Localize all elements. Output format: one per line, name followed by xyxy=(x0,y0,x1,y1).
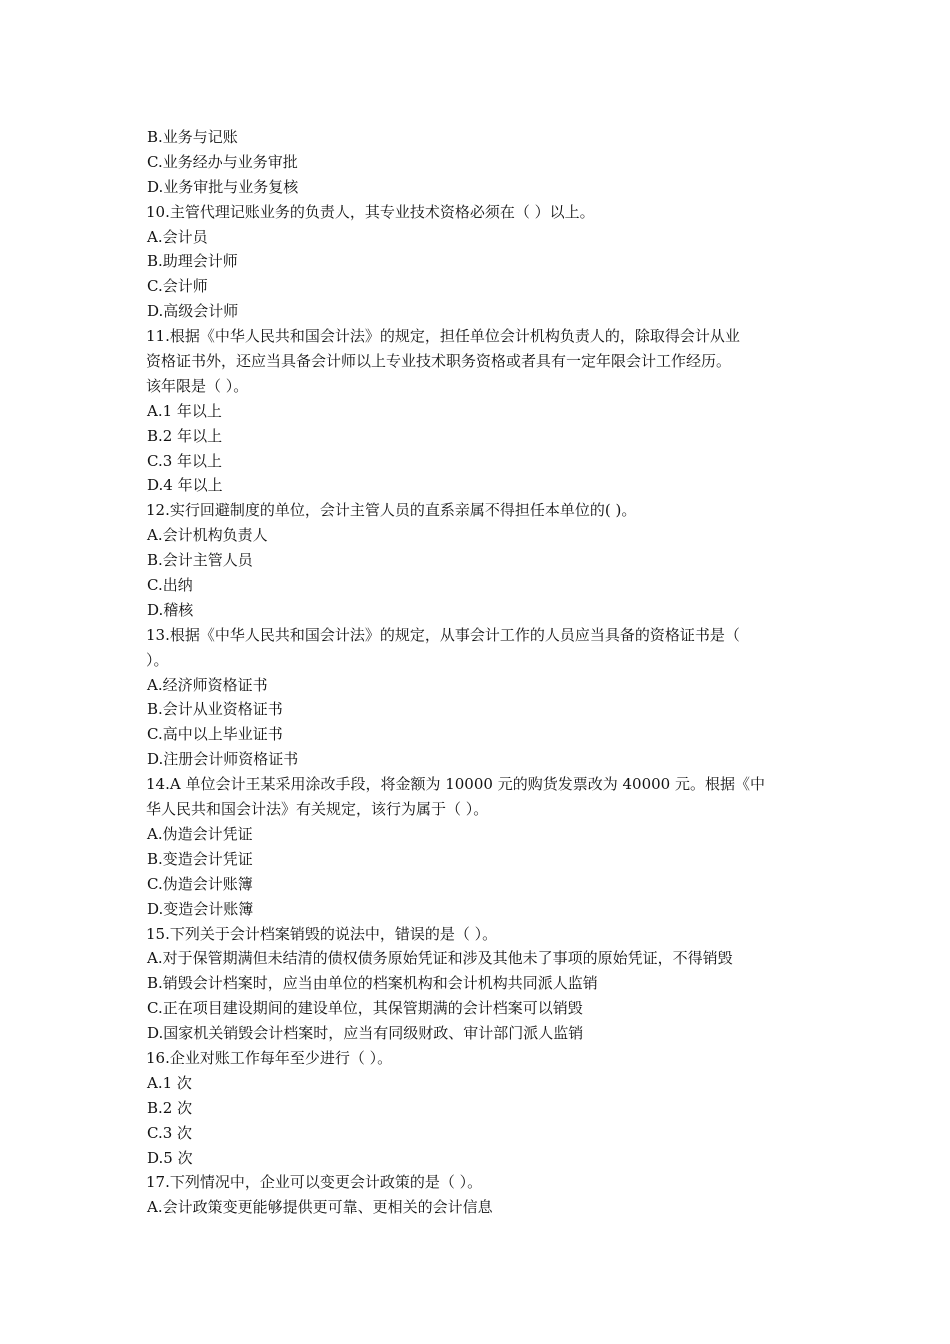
answer-option: C.正在项目建设期间的建设单位，其保管期满的会计档案可以销毁 xyxy=(147,999,583,1018)
answer-option: A.经济师资格证书 xyxy=(147,675,268,694)
question-text: 13.根据《中华人民共和国会计法》的规定，从事会计工作的人员应当具备的资格证书是（ xyxy=(146,625,740,644)
answer-option: A.会计机构负责人 xyxy=(147,526,268,545)
answer-option: B.销毁会计档案时，应当由单位的档案机构和会计机构共同派人监销 xyxy=(147,974,598,993)
answer-option: A.会计政策变更能够提供更可靠、更相关的会计信息 xyxy=(147,1198,493,1217)
question-text: 16.企业对账工作每年至少进行（ ）。 xyxy=(146,1048,393,1067)
answer-option: A.1 次 xyxy=(147,1073,192,1092)
answer-option: D.注册会计师资格证书 xyxy=(147,750,299,769)
question-text: 12.实行回避制度的单位，会计主管人员的直系亲属不得担任本单位的( )。 xyxy=(146,501,637,520)
answer-option: C.高中以上毕业证书 xyxy=(147,725,283,744)
answer-option: A.伪造会计凭证 xyxy=(147,824,253,843)
answer-option: D.国家机关销毁会计档案时，应当有同级财政、审计部门派人监销 xyxy=(147,1024,584,1043)
answer-option: D.变造会计账簿 xyxy=(147,899,254,918)
answer-option: B.业务与记账 xyxy=(147,128,238,146)
answer-option: B.变造会计凭证 xyxy=(147,849,253,868)
answer-option: C.出纳 xyxy=(147,576,193,595)
answer-option: D.高级会计师 xyxy=(147,302,239,321)
question-text: 10.主管代理记账业务的负责人，其专业技术资格必须在（ ）以上。 xyxy=(146,202,595,221)
answer-option: A.对于保管期满但未结清的债权债务原始凭证和涉及其他未了事项的原始凭证，不得销毁 xyxy=(147,949,733,968)
question-text: 11.根据《中华人民共和国会计法》的规定，担任单位会计机构负责人的，除取得会计从业 xyxy=(146,327,740,346)
question-text-continued: 该年限是（ ）。 xyxy=(146,376,249,395)
answer-option: C.3 次 xyxy=(147,1123,193,1142)
question-text: 15.下列关于会计档案销毁的说法中，错误的是（ ）。 xyxy=(146,924,498,943)
document-content xyxy=(146,125,810,1220)
answer-option: D.4 年以上 xyxy=(147,476,223,495)
answer-option: A.会计员 xyxy=(147,227,208,246)
answer-option: C.伪造会计账簿 xyxy=(147,874,253,893)
answer-option: B.会计主管人员 xyxy=(147,551,253,570)
question-text-continued: 华人民共和国会计法》有关规定，该行为属于（ ）。 xyxy=(146,800,489,819)
answer-option: B.助理会计师 xyxy=(147,252,238,271)
answer-option: B.会计从业资格证书 xyxy=(147,700,283,719)
answer-option: B.2 年以上 xyxy=(147,426,223,445)
answer-option: B.2 次 xyxy=(147,1098,193,1117)
answer-option: C.会计师 xyxy=(147,277,208,296)
question-text-continued: 资格证书外，还应当具备会计师以上专业技术职务资格或者具有一定年限会计工作经历。 xyxy=(146,352,732,371)
answer-option: A.1 年以上 xyxy=(147,401,222,420)
question-text-continued: ）。 xyxy=(146,650,169,669)
answer-option: C.业务经办与业务审批 xyxy=(147,152,298,171)
answer-option: D.5 次 xyxy=(147,1148,193,1167)
answer-option: D.业务审批与业务复核 xyxy=(147,177,299,196)
answer-option: D.稽核 xyxy=(147,600,194,619)
question-text: 17.下列情况中，企业可以变更会计政策的是（ ）。 xyxy=(146,1173,483,1192)
question-text: 14.A 单位会计王某采用涂改手段，将金额为 10000 元的购货发票改为 40000 元。根据《中 xyxy=(146,775,765,794)
answer-option: C.3 年以上 xyxy=(147,451,223,470)
